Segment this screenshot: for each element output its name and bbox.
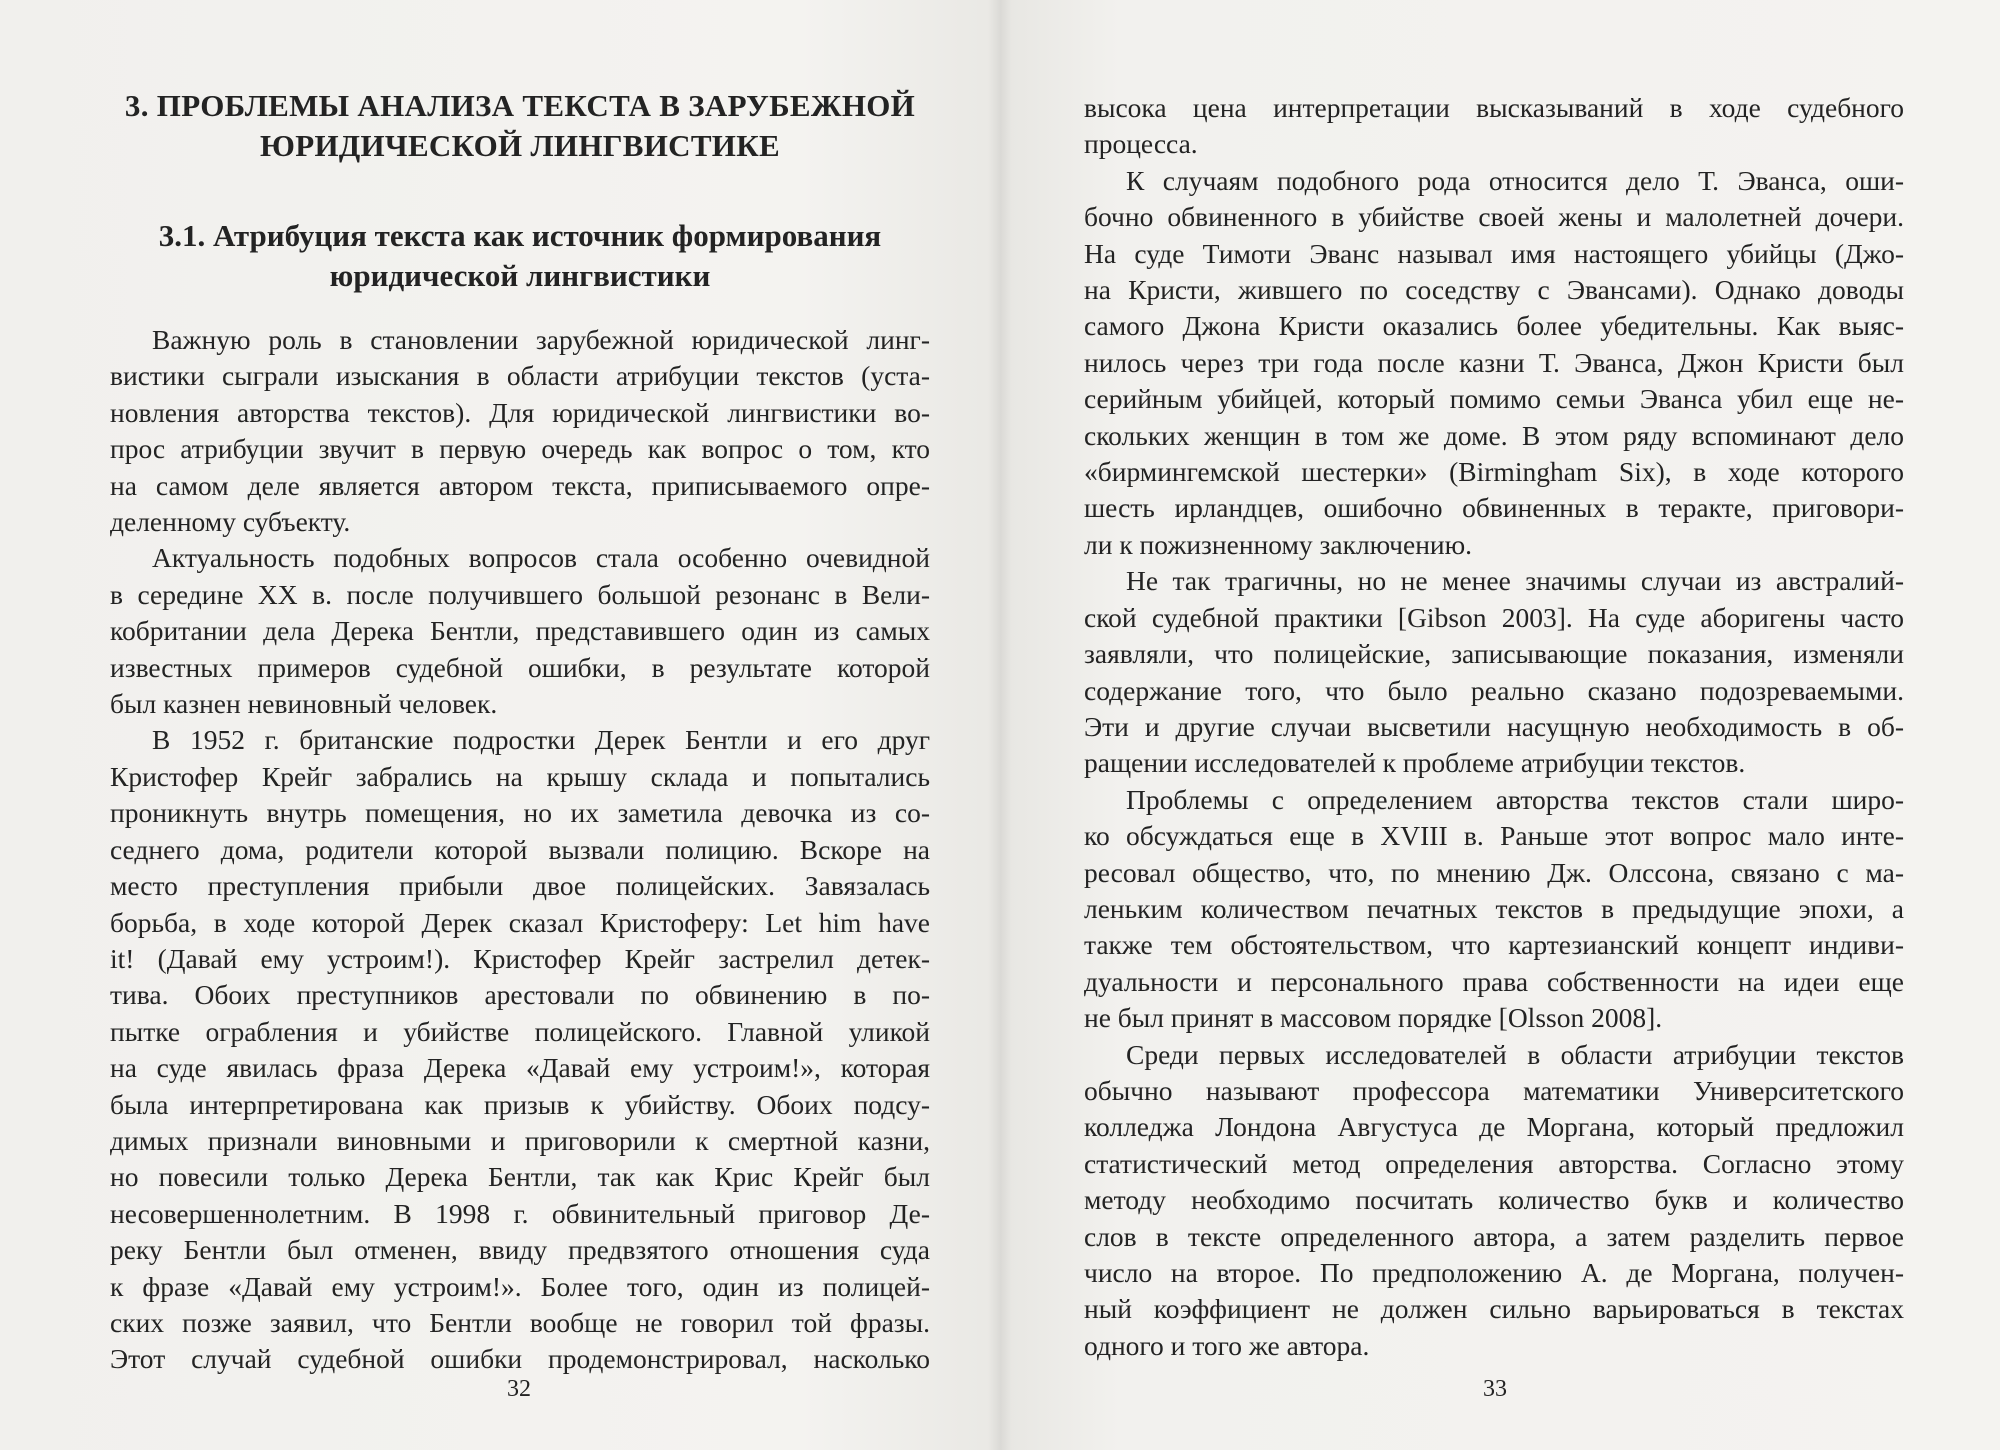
text-line: бочно обвиненного в убийстве своей жены и малолетней дочери. bbox=[1084, 201, 1904, 233]
text-line: заявляли, что полицейские, записывающие показания, изменяли bbox=[1084, 638, 1904, 670]
text-line: статистический метод определения авторства. Согласно этому bbox=[1084, 1147, 1904, 1179]
text-line: ный коэффициент не должен сильно варьироваться в текстах bbox=[1084, 1293, 1904, 1325]
text-line: проникнуть внутрь помещения, но их заметила девочка из со- bbox=[110, 797, 930, 829]
section-title bbox=[110, 216, 930, 296]
paragraph bbox=[1084, 163, 1904, 563]
paragraph bbox=[110, 322, 930, 540]
paragraph bbox=[1084, 782, 1904, 1037]
chapter-title-line: ЮРИДИЧЕСКОЙ ЛИНГВИСТИКЕ bbox=[260, 128, 780, 163]
text-line: несовершеннолетним. В 1998 г. обвинительный приговор Де- bbox=[110, 1197, 930, 1229]
text-line: одного и того же автора. bbox=[1084, 1329, 1370, 1361]
section-title-line: юридической лингвистики bbox=[329, 258, 711, 293]
text-line: леньким количеством печатных текстов в предыдущие эпохи, а bbox=[1084, 892, 1904, 924]
text-line: На суде Тимоти Эванс называл имя настоящего убийцы (Джо- bbox=[1084, 237, 1904, 269]
text-line: ращении исследователей к проблеме атрибуции текстов. bbox=[1084, 747, 1746, 779]
text-line: седнего дома, родители которой вызвали полицию. Вскоре на bbox=[110, 833, 930, 865]
text-line: место преступления прибыли двое полицейских. Завязалась bbox=[110, 870, 930, 902]
text-line: it! (Давай ему устроим!). Кристофер Крейг застрелил детек- bbox=[110, 942, 930, 974]
left-page-text bbox=[110, 86, 930, 1378]
text-line: на Кристи, жившего по соседству с Эвансами). Однако доводы bbox=[1084, 274, 1904, 306]
paragraph bbox=[1084, 90, 1904, 163]
text-line: в середине XX в. после получившего большой резонанс в Вели- bbox=[110, 578, 930, 610]
text-line: скольких женщин в том же доме. В этом ряду вспоминают дело bbox=[1084, 419, 1904, 451]
text-line: но повесили только Дерека Бентли, так как Крис Крейг был bbox=[110, 1161, 930, 1193]
text-line: ко обсуждаться еще в XVIII в. Раньше этот вопрос мало инте- bbox=[1084, 820, 1904, 852]
text-line: ли к пожизненному заключению. bbox=[1084, 528, 1473, 560]
text-line: Эти и другие случаи высветили насущную необходимость в об- bbox=[1084, 710, 1904, 742]
text-line: новления авторства текстов). Для юридической лингвистики во- bbox=[110, 396, 930, 428]
text-line: серийным убийцей, который помимо семьи Эванса убил еще не- bbox=[1084, 383, 1904, 415]
text-line: ских позже заявил, что Бентли вообще не говорил той фразы. bbox=[110, 1306, 930, 1338]
text-line: Этот случай судебной ошибки продемонстрировал, насколько bbox=[110, 1343, 930, 1375]
text-line: «бирмингемской шестерки» (Birmingham Six), в ходе которого bbox=[1084, 456, 1904, 488]
text-line: вистики сыграли изыскания в области атрибуции текстов (уста- bbox=[110, 360, 930, 392]
text-line: Среди первых исследователей в области атрибуции текстов bbox=[1126, 1038, 1904, 1070]
text-line: к фразе «Давай ему устроим!». Более того, один из полицей- bbox=[110, 1270, 930, 1302]
paragraph bbox=[1084, 1037, 1904, 1365]
text-line: число на второе. По предположению А. де Моргана, получен- bbox=[1084, 1257, 1904, 1288]
chapter-title-line: 3. ПРОБЛЕМЫ АНАЛИЗА ТЕКСТА В ЗАРУБЕЖНОЙ bbox=[124, 88, 916, 123]
text-line: Кристофер Крейг забрались на крышу склада и попытались bbox=[110, 760, 930, 792]
right-page-text bbox=[1084, 90, 1904, 1364]
text-line: димых признали виновными и приговорили к смертной казни, bbox=[110, 1124, 930, 1156]
page-number: 33 bbox=[1483, 1376, 1507, 1402]
text-line: слов в тексте определенного автора, а затем разделить первое bbox=[1084, 1220, 1904, 1252]
text-line: известных примеров судебной ошибки, в результате которой bbox=[110, 651, 930, 683]
text-line: самого Джона Кристи оказались более убедительны. Как выяс- bbox=[1084, 310, 1904, 342]
paragraph bbox=[1084, 563, 1904, 781]
text-line: В 1952 г. британские подростки Дерек Бентли и его друг bbox=[152, 724, 930, 756]
text-line: реку Бентли был отменен, ввиду предвзятого отношения суда bbox=[110, 1234, 930, 1266]
text-line: борьба, в ходе которой Дерек сказал Кристоферу: Let him have bbox=[110, 906, 930, 938]
right-page bbox=[1000, 0, 2000, 1450]
text-line: пытке ограбления и убийстве полицейского. Главной уликой bbox=[110, 1015, 930, 1047]
text-line: прос атрибуции звучит в первую очередь как вопрос о том, кто bbox=[110, 433, 930, 465]
page-number: 32 bbox=[507, 1376, 531, 1402]
text-line: деленному субъекту. bbox=[110, 506, 351, 538]
text-line: ресовал общество, что, по мнению Дж. Олссона, связано с ма- bbox=[1084, 856, 1904, 888]
text-line: дуальности и персонального права собственности на идеи еще bbox=[1084, 965, 1904, 997]
text-line: нилось через три года после казни Т. Эванса, Джон Кристи был bbox=[1084, 346, 1904, 378]
paragraph bbox=[110, 722, 930, 1377]
text-line: шесть ирландцев, ошибочно обвиненных в теракте, приговори- bbox=[1084, 492, 1904, 524]
text-line: был казнен невиновный человек. bbox=[110, 688, 498, 720]
text-line: кобритании дела Дерека Бентли, представившего один из самых bbox=[110, 615, 930, 647]
text-line: Важную роль в становлении зарубежной юридической линг- bbox=[152, 324, 930, 355]
text-line: содержание того, что было реально сказано подозреваемыми. bbox=[1084, 674, 1904, 706]
text-line: Не так трагичны, но не менее значимы случаи из австралий- bbox=[1126, 565, 1904, 597]
text-line: не был принят в массовом порядке [Olsson 2008]. bbox=[1084, 1002, 1663, 1034]
text-line: была интерпретирована как призыв к убийству. Обоих подсу- bbox=[110, 1088, 930, 1120]
text-line: Проблемы с определением авторства текстов стали широ- bbox=[1126, 783, 1904, 815]
text-line: высока цена интерпретации высказываний в ходе судебного bbox=[1084, 92, 1904, 123]
text-line: процесса. bbox=[1084, 128, 1198, 160]
text-line: К случаям подобного рода относится дело Т. Эванса, оши- bbox=[1126, 164, 1904, 196]
paragraph bbox=[110, 540, 930, 722]
text-line: на суде явилась фраза Дерека «Давай ему устроим!», которая bbox=[110, 1052, 930, 1084]
text-line: колледжа Лондона Августуса де Моргана, который предложил bbox=[1084, 1111, 1904, 1143]
chapter-title bbox=[110, 86, 930, 166]
text-line: на самом деле является автором текста, приписываемого опре- bbox=[110, 469, 930, 501]
text-line: ской судебной практики [Gibson 2003]. На суде аборигены часто bbox=[1084, 601, 1904, 633]
text-line: методу необходимо посчитать количество букв и количество bbox=[1084, 1184, 1904, 1216]
text-line: тива. Обоих преступников арестовали по обвинению в по- bbox=[110, 979, 930, 1011]
text-line: обычно называют профессора математики Университетского bbox=[1084, 1074, 1904, 1106]
text-line: Актуальность подобных вопросов стала особенно очевидной bbox=[152, 542, 930, 574]
book-gutter bbox=[988, 0, 1012, 1450]
text-line: также тем обстоятельством, что картезианский концепт индиви- bbox=[1084, 929, 1904, 961]
section-title-line: 3.1. Атрибуция текста как источник формирования bbox=[158, 218, 882, 253]
